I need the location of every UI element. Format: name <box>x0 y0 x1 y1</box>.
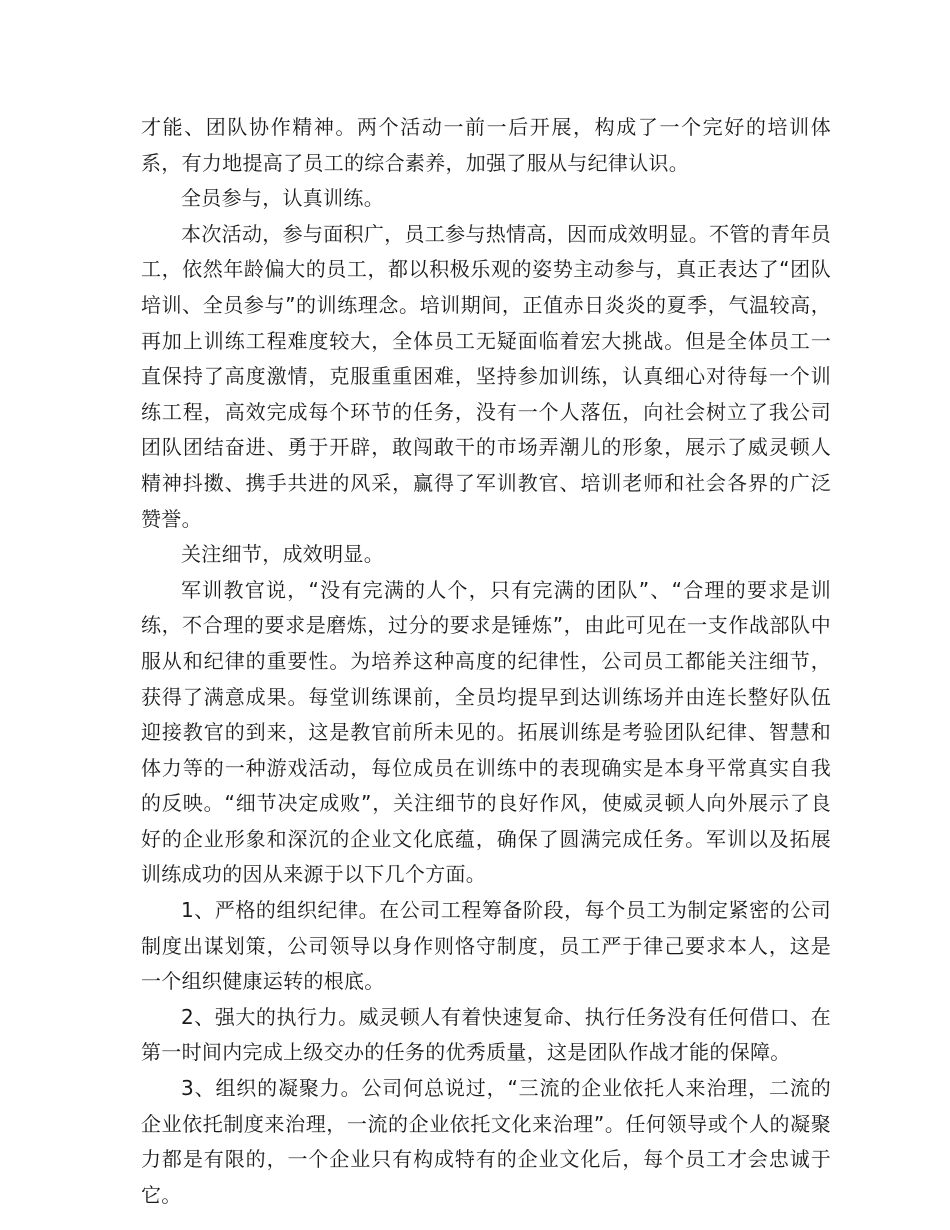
paragraph-1: 才能、团队协作精神。两个活动一前一后开展，构成了一个完好的培训体系，有力地提高了员工的综合素养，加强了服从与纪律认识。 <box>141 115 831 175</box>
paragraph-details: 军训教官说，“没有完满的人个，只有完满的团队”、“合理的要求是训练，不合理的要求是磨炼，过分的要求是锤炼”，由此可见在一支作战部队中服从和纪律的重要性。为培养这种高度的纪律性，公司员工都能关注细节，获得了满意成果。每堂训练课前，全员均提早到达训练场并由连长整好队伍迎接教官的到来，这是教官前所未见的。拓展训练是考验团队纪律、智慧和体力等的一种游戏活动，每位成员在训练中的表现确实是本身平常真实自我的反映。“细节决定成败”，关注细节的良好作风，使威灵顿人向外展示了良好的企业形象和深沉的企业文化底蕴，确保了圆满完成任务。军训以及拓展训练成功的因从来源于以下几个方面。 <box>141 577 831 887</box>
list-item-discipline: 1、严格的组织纪律。在公司工程筹备阶段，每个员工为制定紧密的公司制度出谋划策，公司领导以身作则恪守制度，员工严于律己要求本人，这是一个组织健康运转的根底。 <box>141 898 831 994</box>
list-item-execution: 2、强大的执行力。威灵顿人有着快速复命、执行任务没有任何借口、在第一时间内完成上级交办的任务的优秀质量，这是团队作战才能的保障。 <box>141 1004 831 1065</box>
paragraph-participation: 本次活动，参与面积广，员工参与热情高，因而成效明显。不管的青年员工，依然年龄偏大的员工，都以积极乐观的姿势主动参与，真正表达了“团队培训、全员参与”的训练理念。培训期间，正值赤日炎炎的夏季，气温较高，再加上训练工程难度较大，全体员工无疑面临着宏大挑战。但是全体员工一直保持了高度激情，克服重重困难，坚持参加训练，认真细心对待每一个训练工程，高效完成每个环节的任务，没有一个人落伍，向社会树立了我公司团队团结奋进、勇于开辟，敢闯敢干的市场弄潮儿的形象，展示了威灵顿人精神抖擞、携手共进的风采，赢得了军训教官、培训老师和社会各界的广泛赞誉。 <box>141 221 831 531</box>
section-heading-participation: 全员参与，认真训练。 <box>181 186 384 211</box>
list-item-cohesion: 3、组织的凝聚力。公司何总说过，“三流的企业依托人来治理，二流的企业依托制度来治理，一流的企业依托文化来治理”。任何领导或个人的凝聚力都是有限的，一个企业只有构成特有的企业文化后，每个员工才会忠诚于它。 <box>141 1076 831 1207</box>
document-body <box>141 110 831 1213</box>
section-heading-details: 关注细节，成效明显。 <box>181 542 384 567</box>
